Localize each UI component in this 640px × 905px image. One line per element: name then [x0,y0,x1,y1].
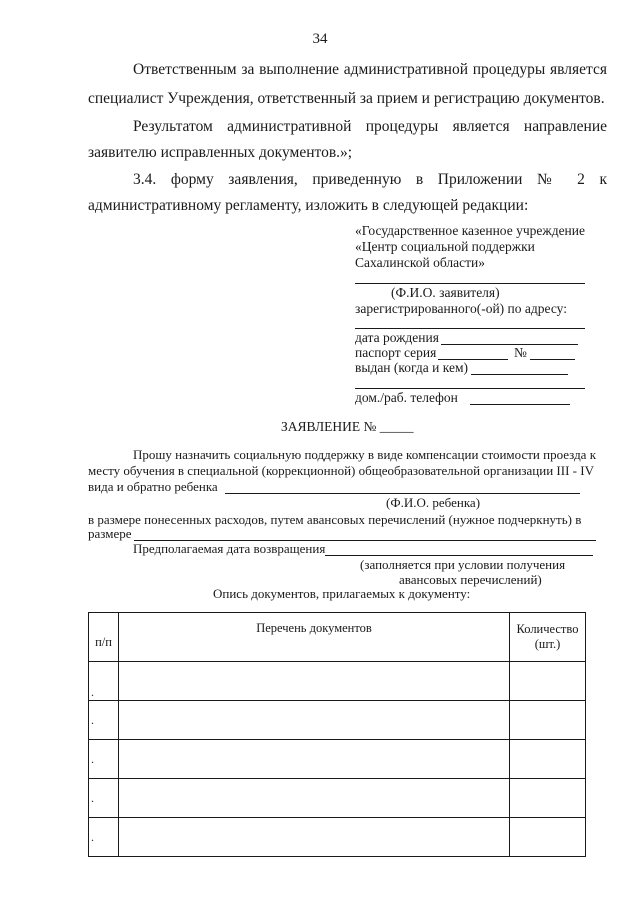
document-cell[interactable] [119,701,510,740]
fio-applicant-caption: (Ф.И.О. заявителя) [391,285,500,300]
document-cell[interactable] [119,662,510,701]
row-number: . [91,790,94,805]
column-header-number: п/п [89,613,119,662]
phone-line [470,404,570,405]
documents-table [88,612,586,857]
row-number: . [91,829,94,844]
table-row [89,701,586,740]
passport-number-label: № [514,345,527,360]
registered-address-label: зарегистрированного(-ой) по адресу: [355,301,567,316]
note-line-1: (заполняется при условии получения [360,557,566,572]
birth-date-label: дата рождения [355,330,439,345]
issued-line [471,374,568,375]
application-text-1: Прошу назначить социальную поддержку в виде компенсации стоимости проезда к [133,447,597,462]
column-header-quantity: Количество (шт.) [510,613,586,662]
birth-date-line [441,344,578,345]
row-number: . [91,685,94,699]
addressee-line-1: «Государственное казенное учреждение [355,223,586,238]
fio-applicant-line [355,283,585,284]
row-number: . [91,751,94,766]
table-row [89,779,586,818]
table-header-row [89,613,586,662]
return-date-label: Предполагаемая дата возвращения [133,541,326,556]
row-number: . [91,712,94,727]
addressee-line-2: «Центр социальной поддержки [355,239,535,254]
quantity-cell[interactable] [510,779,586,818]
note-line-2: авансовых перечислений) [399,572,542,587]
table-row [89,740,586,779]
quantity-cell[interactable] [510,818,586,857]
quantity-cell[interactable] [510,740,586,779]
paragraph-line-3: Результатом административной процедуры является направление [133,118,607,135]
issued-line-2 [355,388,585,389]
paragraph-line-1: Ответственным за выполнение административной процедуры является [133,61,607,78]
column-header-documents: Перечень документов [119,613,510,662]
document-cell[interactable] [119,740,510,779]
quantity-cell[interactable] [510,662,586,701]
paragraph-line-6: административному регламенту, изложить в следующей редакции: [88,197,529,214]
addressee-line-3: Сахалинской области» [355,255,485,270]
issued-label: выдан (когда и кем) [355,360,468,375]
passport-series-label: паспорт серия [355,345,437,360]
quantity-cell[interactable] [510,701,586,740]
paragraph-line-4: заявителю исправленных документов.»; [88,144,353,161]
application-text-5: размере [88,526,132,541]
application-text-2: месту обучения в специальной (коррекционной) общеобразовательной организации III - IV [88,463,594,478]
application-text-3: вида и обратно ребенка [88,479,218,494]
return-date-line [325,555,593,556]
application-title: ЗАЯВЛЕНИЕ № _____ [281,419,414,434]
address-line [355,328,585,329]
inventory-title: Опись документов, прилагаемых к документу: [213,586,471,601]
paragraph-line-2: специалист Учреждения, ответственный за прием и регистрацию документов. [88,90,605,107]
table-row [89,662,586,701]
table-row [89,818,586,857]
passport-number-line [530,359,575,360]
paragraph-line-5: 3.4. форму заявления, приведенную в Приложении № 2 к [133,171,607,188]
child-fio-line [225,493,580,494]
phone-label: дом./раб. телефон [355,390,458,405]
application-text-4: в размере понесенных расходов, путем авансовых перечислений (нужное подчеркнуть) в [88,512,582,527]
document-cell[interactable] [119,818,510,857]
child-fio-caption: (Ф.И.О. ребенка) [386,495,481,510]
document-cell[interactable] [119,779,510,818]
page-number: 34 [312,31,328,47]
